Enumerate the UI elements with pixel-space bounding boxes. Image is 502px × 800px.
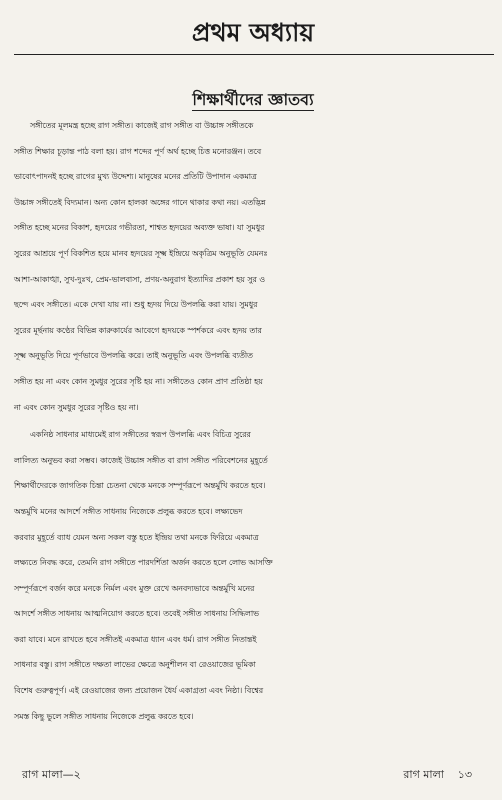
text-line: ভাবোৎপাদনই হচ্ছে রাগের মুখ্য উদ্দেশ্য। মানুষের মনের প্রতিটি উপাদান একমাত্র	[14, 172, 257, 182]
text-line: লালিত্য অনুভব করা সম্ভব। কাজেই উচ্চাঙ্গ সঙ্গীত বা রাগ সঙ্গীত পরিবেশনের মুহূর্তে	[14, 455, 268, 465]
text-line: সাধনার বস্তু। রাগ সঙ্গীতে দক্ষতা লাভের ক্ষেত্রে অনুশীলন বা রেওয়াজের ভূমিকা	[14, 660, 256, 670]
text-line: করবার মুহূর্তে ব্যাধ যেমন অন্য সকল বস্তু হতে ইন্দ্রিয় তথা মনকে ফিরিয়ে একমাত্র	[14, 532, 259, 542]
text-line: আদর্শে সঙ্গীত সাধনায় আত্মনিয়োগ করতে হবে। তবেই সঙ্গীত সাধনায় সিদ্ধিলাভ	[14, 609, 259, 619]
text-line: সম্পূর্ণরূপে বর্জন করে মনকে নির্মল এবং মুক্ত রেখে অনবদ্যভাবে অন্তর্মুখি মনের	[14, 583, 255, 593]
text-line: লক্ষ্যতে নিবদ্ধ করে, তেমনি রাগ সঙ্গীতে পারদর্শিতা অর্জন করতে হলে লোভ আসক্তি	[14, 558, 273, 568]
text-line: সমস্ত কিছু ভুলে সঙ্গীত সাধনায় নিজেকে প্রলুব্ধ করতে হবে।	[14, 711, 194, 721]
text-line: শিক্ষার্থীদেরকে জাগতিক চিন্তা চেতনা থেকে মনকে সম্পূর্ণরূপে অন্তর্মুখি করতে হবে।	[14, 481, 266, 491]
footer-running-title: রাগ মালা	[403, 768, 444, 781]
page-footer	[22, 766, 472, 786]
section-title	[14, 89, 492, 111]
text-line: সূক্ষ্ম অনুভূতি দিয়ে পূর্ণভাবে উপলব্ধি করে। তাই অনুভূতি এবং উপলব্ধি ব্যতীত	[14, 351, 253, 361]
paragraph-2	[14, 422, 492, 729]
section-title-text: শিক্ষার্থীদের জ্ঞাতব্য	[192, 90, 314, 109]
text-line: একনিষ্ঠ সাধনার মাধ্যমেই রাগ সঙ্গীতের স্বরূপ উপলব্ধি এবং বিচিত্র সুরের	[30, 430, 251, 440]
text-line: অন্তর্মুখি মনের আদর্শে সঙ্গীত সাধনায় নিজেকে প্রলুব্ধ করতে হবে। লক্ষ্যভেদ	[14, 506, 243, 516]
title-divider	[14, 54, 494, 55]
text-line: আশা-আকাঙ্খা, সুখ-দুঃখ, প্রেম-ভালবাসা, প্রণয়-অনুরাগ ইত্যাদির প্রকাশ হয় সুর ও	[14, 274, 265, 284]
text-line: সুরের মূর্ছনায় কণ্ঠের বিভিন্ন কারুকার্যের আবেগে হৃদয়কে স্পর্শকরে এবং হৃদয় তার	[14, 325, 262, 335]
text-line: বিশেষ গুরুত্বপূর্ণ। এই রেওয়াজের জন্য প্রয়োজন ধৈর্য একাগ্রতা এবং নিষ্ঠা। বিশ্বের	[14, 686, 264, 696]
text-line: সঙ্গীত হচ্ছে মনের বিকাশ, হৃদয়ের গভীরতা, শাশ্বত হৃদয়ের অব্যক্ত ভাষা। যা সুমধুর	[14, 223, 265, 233]
text-line: সঙ্গীত হয় না এবং কোন সুমধুর সুরের সৃষ্টি হয় না। সঙ্গীতেও কোন প্রাণ প্রতিষ্ঠা হয়	[14, 376, 263, 386]
text-line: সঙ্গীত শিক্ষার চূড়ান্ত পাঠ বলা হয়। রাগ শব্দের পূর্ণ অর্থ হচ্ছে চিত্ত মনোরঞ্জন। তবে	[14, 146, 262, 156]
text-line: না এবং কোন সুমধুর সুরের সৃষ্টিও হয় না।	[14, 402, 139, 412]
text-line: ছন্দে এবং সঙ্গীতে। একে দেখা যায় না। শুধু হৃদয় দিয়ে উপলব্ধি করা যায়। সুমধুর	[14, 300, 258, 310]
text-line: সুরের আশ্রয়ে পূর্ণ বিকশিত হয়ে মানব হৃদয়ের সূক্ষ্ম ইন্দ্রিয়ে অকৃত্রিম অনুভূতি যেমনঃ	[14, 248, 268, 258]
page-number: ১৩	[457, 768, 472, 781]
text-line: করা যাবে। মনে রাখতে হবে সঙ্গীতই একমাত্র ধ্যান এবং ধর্ম। রাগ সঙ্গীত নিতান্তই	[14, 634, 257, 644]
text-line: উচ্চাঙ্গ সঙ্গীতেই বিদ্যমান। অন্য কোন হালকা অঙ্গের গানে থাকার কথা নয়। এতদ্ভিন্ন	[14, 197, 266, 207]
chapter-title: প্রথম অধ্যায়	[191, 18, 315, 47]
text-line: সঙ্গীতের মূলমন্ত্র হচ্ছে রাগ সঙ্গীত। কাজেই রাগ সঙ্গীত বা উচ্চাঙ্গ সঙ্গীতকে	[30, 121, 254, 130]
paragraph-1	[14, 113, 492, 420]
footer-book-signature: রাগ মালা—২	[22, 768, 81, 781]
